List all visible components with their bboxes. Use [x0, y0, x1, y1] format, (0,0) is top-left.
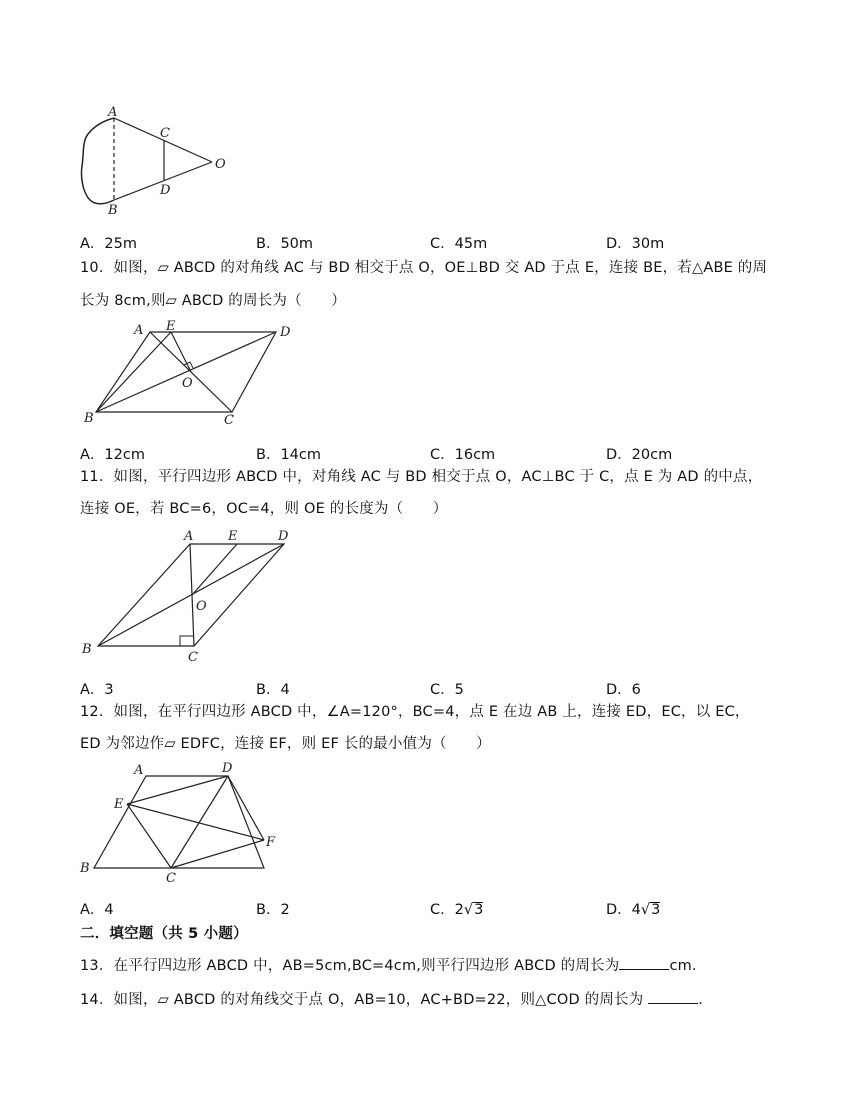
q9-figure: [76, 102, 236, 222]
q13-answer-blank[interactable]: [619, 955, 669, 970]
q12-line-1: 12．如图，在平行四边形 ABCD 中，∠A=120°，BC=4，点 E 在边 AB 上，连接 ED，EC，以 EC，: [80, 704, 750, 720]
q10-label-o: O: [182, 376, 193, 391]
q9-option-a: A．25m: [80, 236, 137, 252]
q12-label-e: E: [114, 797, 124, 812]
q9-option-d: D．30m: [606, 236, 665, 252]
q11-label-b: B: [82, 642, 92, 657]
q10-label-e: E: [166, 319, 176, 334]
q12-option-c-sqrt-icon: √: [463, 902, 474, 918]
q11-figure: [80, 526, 300, 664]
q14-line: [80, 988, 703, 1009]
q10-label-c: C: [224, 413, 234, 428]
q13-line: [80, 954, 697, 975]
q10-label-d: D: [280, 325, 291, 340]
q12-label-a: A: [134, 763, 144, 778]
q10-option-c: C．16cm: [430, 447, 496, 463]
q9-label-c: C: [160, 126, 170, 141]
q11-label-a: A: [184, 529, 194, 544]
q12-option-d-radicand: 3: [651, 902, 661, 918]
q14-text: 14．如图，▱ ABCD 的对角线交于点 O，AB=10，AC+BD=22，则△COD 的周长为: [80, 992, 649, 1008]
q12-option-c: [430, 898, 483, 919]
q12-option-d: [606, 898, 660, 919]
q10-label-b: B: [84, 411, 94, 426]
q14-suffix: .: [698, 992, 704, 1008]
q12-option-b: B．2: [256, 902, 290, 918]
q9-option-c: C．45m: [430, 236, 488, 252]
q11-line-2: 连接 OE，若 BC=6，OC=4，则 OE 的长度为（ ）: [80, 501, 448, 517]
q9-label-o: O: [215, 157, 226, 172]
q12-option-c-prefix: C．2: [430, 902, 464, 918]
q10-line-1: 10．如图，▱ ABCD 的对角线 AC 与 BD 相交于点 O，OE⊥BD 交 AD 于点 E，连接 BE，若△ABE 的周: [80, 260, 768, 276]
q11-line-1: 11．如图，平行四边形 ABCD 中，对角线 AC 与 BD 相交于点 O，AC⊥BC 于 C，点 E 为 AD 的中点，: [80, 469, 763, 485]
q14-answer-blank[interactable]: [648, 989, 698, 1004]
q13-text: 13．在平行四边形 ABCD 中，AB=5cm,BC=4cm,则平行四边形 ABCD 的周长为: [80, 958, 620, 974]
q12-label-c: C: [166, 871, 176, 886]
q11-option-d: D．6: [606, 682, 641, 698]
q10-option-b: B．14cm: [256, 447, 321, 463]
q12-line-2: ED 为邻边作▱ EDFC，连接 EF，则 EF 长的最小值为（ ）: [80, 736, 491, 752]
q9-option-b: B．50m: [256, 236, 314, 252]
q12-option-d-sqrt-icon: √: [640, 902, 651, 918]
q9-label-a: A: [108, 105, 118, 120]
q12-label-b: B: [80, 861, 90, 876]
q9-label-d: D: [160, 183, 171, 198]
q11-option-a: A．3: [80, 682, 114, 698]
q11-label-e: E: [228, 529, 238, 544]
q11-option-c: C．5: [430, 682, 464, 698]
q10-option-a: A．12cm: [80, 447, 145, 463]
q11-label-c: C: [188, 650, 198, 664]
q12-option-a: A．4: [80, 902, 114, 918]
q11-label-d: D: [278, 529, 289, 544]
q10-figure: [80, 318, 310, 430]
q9-label-b: B: [108, 203, 118, 218]
q12-figure: [76, 758, 296, 886]
q12-option-c-radicand: 3: [474, 902, 484, 918]
q11-label-o: O: [196, 599, 207, 614]
q10-line-2: 长为 8cm,则▱ ABCD 的周长为（ ）: [80, 293, 346, 309]
q12-label-f: F: [266, 835, 276, 850]
q12-label-d: D: [222, 761, 233, 776]
q12-option-d-prefix: D．4: [606, 902, 641, 918]
section-2-heading: 二．填空题（共 5 小题）: [80, 926, 248, 942]
q10-label-a: A: [134, 323, 144, 338]
q10-option-d: D．20cm: [606, 447, 673, 463]
q11-option-b: B．4: [256, 682, 290, 698]
q13-suffix: cm.: [669, 958, 697, 974]
